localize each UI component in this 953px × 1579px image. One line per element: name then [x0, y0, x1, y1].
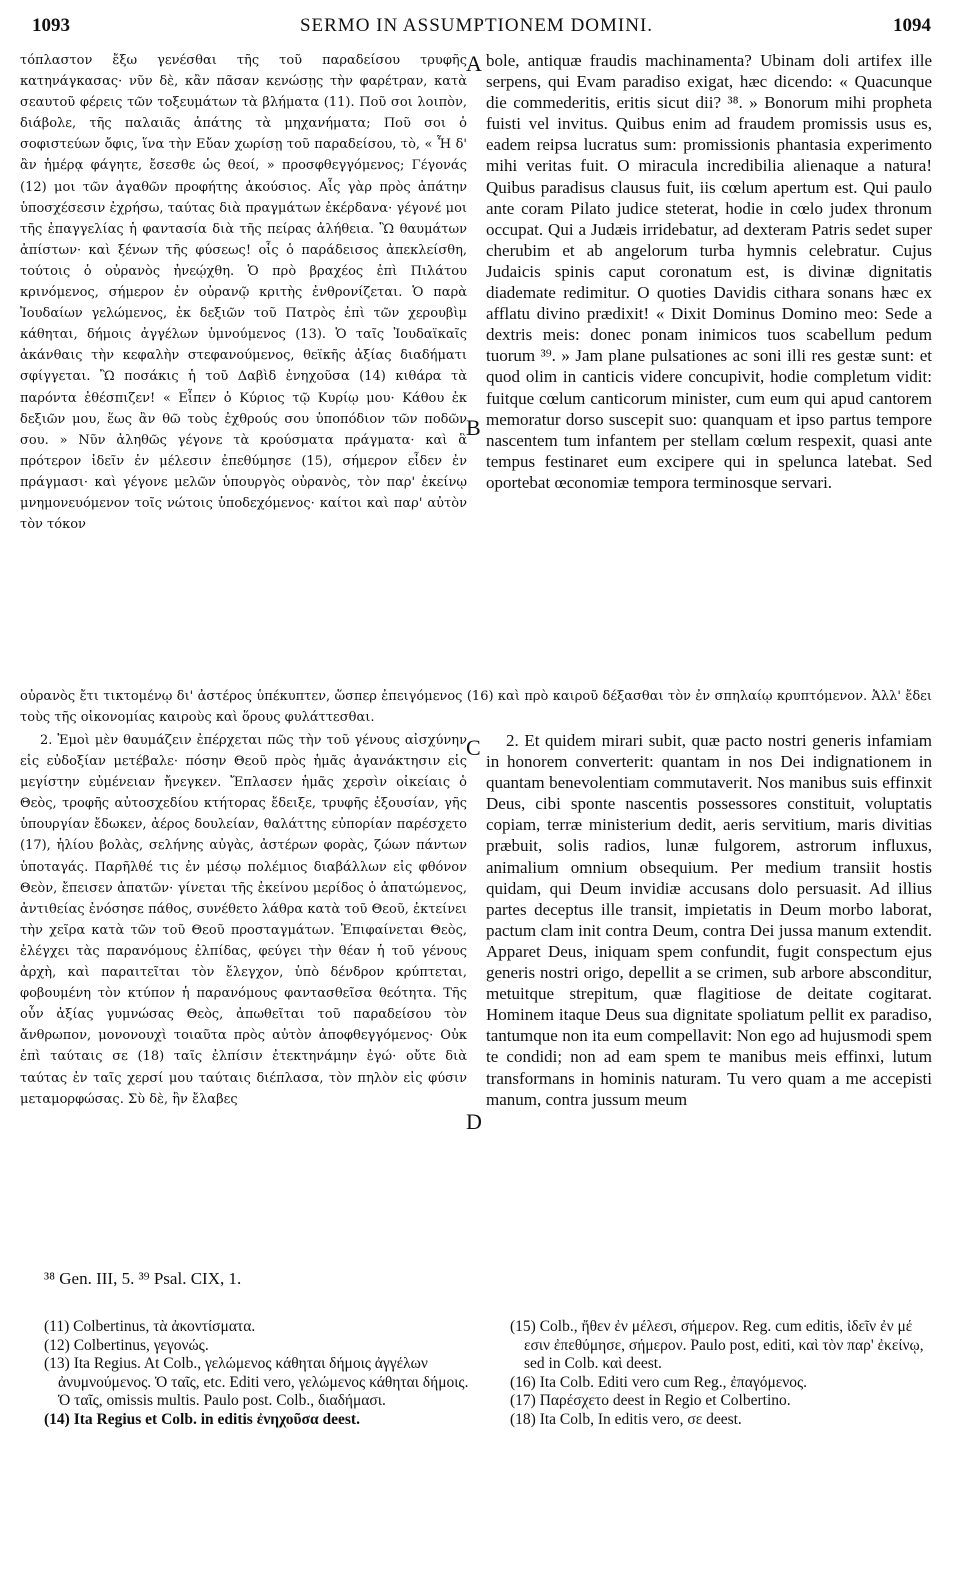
latin-column-1 [486, 50, 932, 493]
greek-column-1 [20, 50, 467, 535]
greek-full-text: οὐρανὸς ἔτι τικτομένῳ δι' ἀστέρος ὑπέκυπτεν, ὥσπερ ἐπειγόμενος (16) καὶ πρὸ καιροῦ δέξασθαι τὸν ἐν σπηλαίῳ κρυπτόμενον. Ἀλλ' ἔδει τοὺς τῆς οἰκονομίας καιροὺς καὶ ὅρους φυλάττεσθαι. [20, 689, 932, 726]
footnote-12: (12) Colbertinus, γεγονώς. [44, 1336, 209, 1354]
greek-text-2: 2. Ἐμοὶ μὲν θαυμάζειν ἐπέρχεται πῶς τὴν τοῦ γένους αἰσχύνην εἰς εὐδοξίαν μετέβαλε· πόσην Θεοῦ πρὸς ἡμᾶς ἀγανάκτησιν εἰς μεγίστην εὐμένειαν ἤνεγκεν. Ἔπλασεν ἡμᾶς χερσὶν οἰκείαις ὁ Θεὸς, τροφῆς αὐτοσχεδίου κτήτορας ἔδειξε, τρυφῆς ἐξουσίαν, γῆς ὑπουργίαν ἔδωκεν, ἀέρος δουλείαν, θαλάττης εὐπορίαν παρέσχετο (17), ἡλίου βολὰς, σελήνης αὐγὰς, ἀστέρων φορὰς, ζώων πάντων ὑποταγάς. Παρῆλθέ τις ἐν μέσῳ πολέμιος διαβάλλων εἰς φθόνον Θεὸν, ἔπεισεν ἀπατῶν· γίνεται τῆς ἐκείνου μερίδος ὁ ἀπατώμενος, ἀντιθείας ἐνόσησε πάθος, συνέθετο λάθρα κατὰ τοῦ Θεοῦ, ἐκτείνει τὴν χεῖρα κατὰ τῶν τοῦ Θεοῦ προσταγμάτων. Ἐπιφαίνεται Θεὸς, ἐλέγχει τὰς παρανόμους ἐλπίδας, φεύγει τὴν θέαν ἡ τοῦ γένους ἀρχὴ, καὶ παραιτεῖται τὸν ἔλεγχον, ὑπὸ δένδρον κρύπτεται, φοβουμένη τὸν κτύπον ἡ παρανόμους φαντασθεῖσα θεότητα. Τῆς οὖν ἀξίας γυμνώσας Θεὸς, ἀπωθεῖται τοῦ παραδείσου τὸν ἄνθρωπον, μονονουχὶ τοιαῦτα πρὸς αὐτὸν ἀποφθεγγόμενος· Οὐκ ἐπὶ ταύταις σε (18) ταῖς ἐλπίσιν ἐτεκτηνάμην ἐγώ· οὔτε διὰ ταύτας ἐν ταῖς χερσί μου ταύταις διέπλασα, τὸν πηλὸν εἰς φύσιν μεταμορφώσας. Σὺ δὲ, ἣν ἔλαβες [20, 733, 467, 1107]
latin-text-1: bole, antiquæ fraudis machinamenta? Ubinam doli artifex ille serpens, qui Evam paradiso exigat, hæc dicendo: « Quacunque die commederitis, eritis sicut dii? ³⁸. » Bonorum mihi propheta fuisti vel invitus. Quibus enim ad fraudem promissis usus es, eadem reipsa lucratus sum: promissionis phantasia experimento mihi veritas fuit. O miracula incredibilia alienaque a natura! Quibus paradisus clausus fuit, iis cœlum apertum est. Qui paulo ante coram Pilato judice steterat, hodie in cœlo judex thronum occupat. Qui a Judæis irridebatur, ad dexteram Patris sedet super cherubim et ab angelorum turba hymnis celebratur. Cujus Judaicis spinis caput coronatum est, is divinæ dignitatis diademate redimitur. O quoties Davidis cithara sonans hæc ex afflatu divino prædixit! « Dixit Dominus Domino meo: Sede a dextris meis: donec ponam inimicos tuos scabellum pedum tuorum ³⁹. » Jam plane pulsationes ac soni illi res gestæ sunt: et quod olim in canticis videre concupivit, hodie completum vidit: fuitque cœlum canticorum minister, cum eum qui apud cantorem memoratur dorso suscepit suo: quanquam et ipso partus tempore nascentem tum infantem per stellam cœlum respexit, quasi ante tempus festinaret eum excipere qui in spelunca latebat. Sed oportebat œconomiæ tempora terminosque servari. [486, 51, 932, 492]
greek-full-width-line [20, 686, 932, 728]
footnote-11: (11) Colbertinus, τὰ ἀκοντίσματα. [44, 1318, 256, 1335]
latin-column-2 [486, 730, 932, 1110]
footnote-13: (13) Ita Regius. At Colb., γελώμενος κάθηται δήμοις ἀγγέλων ἀνυμνούμενος. Ὁ ταῖς, etc. Editi vero, γελώμενος κάθηται δήμοις. Ὁ ταῖς, omissis multis. Paulo post. Colb., διαδήμασι. [44, 1355, 469, 1410]
greek-column-2 [20, 730, 467, 1110]
left-column-number: 1093 [32, 15, 70, 36]
footnote-17: (17) Παρέσχετο deest in Regio et Colbertino. [510, 1392, 791, 1410]
running-title: SERMO IN ASSUMPTIONEM DOMINI. [299, 15, 654, 36]
latin-text-2: 2. Et quidem mirari subit, quæ pacto nostri generis infamiam in honorem converterit: quantam in nos Dei indignationem in quantam benevolentiam commutaverit. Nos manibus suis effinxit Deus, cibi sponte nascentis possessores constituit, voluptatis copiam, terræ ministerium dedit, aeris servitium, maris divitias præbuit, solis radios, lunæ fulgorem, astrorum influxus, animalium omnium obsequium. Per medium transiit hostis quidam, qui Deum invidiæ accusans dolo persuasit. Ad illius partes deceptus ille transit, impietatis in Deum morbo laborat, pactum clam init contra Deum, contra Dei jussa manum extendit. Apparet Deus, iniquam spem confundit, fugit conspectum ejus generis nostri origo, depellit a se crimen, sub arbore absconditur, metuitque strepitum, quæ flagitiose de deitate cogitarat. Hominem itaque Deus sua dignitate spoliatum pellit ex paradiso, tantumque non ita eum compellavit: Non ego ad hujusmodi spem te condidi; non ad eam spem te manibus meis effinxi, lutum transformans in hominis naturam. Tu vero quam a me accepisti manum, contra jussum meum [486, 731, 932, 1109]
footnote-15: (15) Colb., ἤθεν ἐν μέλεσι, σήμερον. Reg. cum editis, ἰδεῖν ἐν μέ εσιν ἐπεθύμησε, σήμερον. Paulo post, editi, καὶ τὸν παρ' ἐκείνῳ, sed in Colb. καὶ deest. [510, 1318, 924, 1373]
footnotes-left [44, 1318, 469, 1430]
footnotes-right [510, 1318, 935, 1430]
greek-text-1: τόπλαστον ἔξω γενέσθαι τῆς τοῦ παραδείσου τρυφῆς κατηνάγκασας· νῦν δὲ, κἂν πᾶσαν κενώσῃς τὴν φαρέτραν, κατὰ σεαυτοῦ φέρεις τῶν τοξευμάτων τὰ βλήματα (11). Ποῦ σοι λοιπὸν, διάβολε, τῆς παλαιᾶς ἀπάτης τὰ μηχανήματα; Ποῦ σοι ὁ σοφιστεύων ὄφις, ἵνα τὴν Εὔαν χωρίσῃ τοῦ παραδείσου, τὸ, « Ἧ δ' ἂν ἡμέρᾳ φάγητε, ἔσεσθε ὡς θεοί, » προσφθεγγόμενος; Γέγονάς (12) μοι τῶν ἀγαθῶν προφήτης ἀκούσιος. Αἷς γὰρ πρὸς ἀπάτην ὑποσχέσεσιν ἐχρήσω, ταύτας διὰ πραγμάτων ἐκέρδανα· γέγονέ μοι τῆς ἐπαγγελίας ἡ φαντασία διὰ τῆς πείρας ἀλήθεια. Ὢ θαυμάτων ἀπίστων· καὶ ξένων τῆς φύσεως! οἷς ὁ παράδεισος ἀπεκλείσθη, τούτοις ὁ οὐρανὸς ἠνεῴχθη. Ὁ πρὸ βραχέος ἐπὶ Πιλάτου κρινόμενος, σήμερον ἐν οὐρανῷ κριτὴς ἐνθρονίζεται. Ὁ παρὰ Ἰουδαίων γελώμενος, ἐκ δεξιῶν τοῦ Πατρὸς ἐπὶ τῶν χερουβὶμ κάθηται, δήμοις ἀγγέλων ὑμνούμενος (13). Ὁ ταῖς Ἰουδαϊκαῖς ἀκάνθαις τὴν κεφαλὴν στεφανούμενος, θεϊκῆς ἀξίας διαδήματι σφίγγεται. Ὢ ποσάκις ἡ τοῦ Δαβὶδ ἐνηχοῦσα (14) κιθάρα τὰ παρόντα ἐθέσπιζεν! « Εἶπεν ὁ Κύριος τῷ Κυρίῳ μου· Κάθου ἐκ δεξιῶν μου, ἕως ἂν θῶ τοὺς ἐχθρούς σου ὑποπόδιον τῶν ποδῶν σου. » Νῦν ἀληθῶς γέγονε τὰ κρούσματα πράγματα· καὶ ἃ πρότερον ἰδεῖν ἐν μέλεσιν ἐπεθύμησε (15), σήμερον εἶδεν ἐν πράγμασι· καὶ γέγονε μελῶν ὑπουργὸς οὐρανὸς, τὸν παρ' ἐκείνῳ μνημονευόμενον τοῖς νώτοις ὑποδεχόμενος· καίτοι καὶ παρ' αὐτὸν τὸν τόκον [20, 53, 467, 533]
margin-mark-d: D [466, 1109, 482, 1134]
footnote-16: (16) Ita Colb. Editi vero cum Reg., ἐπαγόμενος. [510, 1373, 808, 1391]
footnote-18: (18) Ita Colb, In editis vero, σε deest. [510, 1410, 742, 1428]
margin-mark-b: B [466, 415, 481, 440]
right-column-number: 1094 [893, 15, 931, 36]
footnote-14: (14) Ita Regius et Colb. in editis ἐνηχοῦσα deest. [44, 1410, 360, 1428]
scripture-references: ³⁸ Gen. III, 5. ³⁹ Psal. CIX, 1. [44, 1269, 242, 1288]
margin-mark-a: A [466, 51, 482, 76]
margin-mark-c: C [466, 735, 481, 760]
